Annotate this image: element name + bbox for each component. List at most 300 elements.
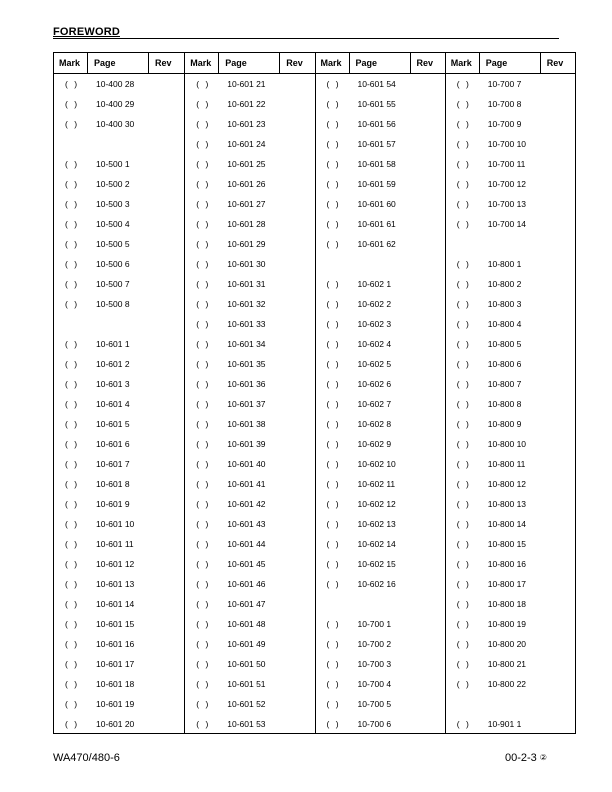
- mark-cell: ( ): [65, 299, 80, 309]
- mark-cell: ( ): [456, 319, 471, 329]
- page-cell: 10-500 7: [96, 279, 130, 289]
- page-cell: 10-601 28: [227, 219, 266, 229]
- page-cell: 10-601 27: [227, 199, 266, 209]
- table-row: [316, 394, 445, 414]
- table-row: [446, 694, 575, 714]
- mark-cell: ( ): [65, 479, 80, 489]
- page-cell: 10-601 62: [357, 239, 396, 249]
- page-cell: 10-601 52: [227, 699, 266, 709]
- page-cell: 10-800 19: [487, 619, 527, 629]
- table-row: [446, 374, 575, 394]
- page-cell: 10-700 12: [487, 179, 527, 189]
- table-row: [54, 74, 184, 94]
- page-cell: 10-901 1: [487, 719, 522, 729]
- table-row: [446, 394, 575, 414]
- mark-cell: ( ): [456, 679, 471, 689]
- mark-cell: ( ): [326, 499, 341, 509]
- page-cell: 10-800 20: [487, 639, 527, 649]
- page-cell: 10-602 4: [357, 339, 392, 349]
- table-row: [54, 714, 184, 734]
- table-row: [54, 334, 184, 354]
- page-cell: 10-800 14: [487, 519, 527, 529]
- page-cell: 10-601 35: [227, 359, 266, 369]
- table-row: [54, 414, 184, 434]
- table-row: [54, 494, 184, 514]
- table-row: [316, 314, 445, 334]
- page-cell: 10-601 17: [96, 659, 135, 669]
- table-row: [185, 394, 314, 414]
- page-cell: 10-800 5: [487, 339, 522, 349]
- page-cell: 10-601 61: [357, 219, 396, 229]
- table-row: [316, 174, 445, 194]
- page-cell: 10-500 3: [96, 199, 130, 209]
- page-cell: 10-800 16: [487, 559, 527, 569]
- table-row: [316, 654, 445, 674]
- page-cell: 10-700 1: [357, 619, 392, 629]
- table-row: [316, 454, 445, 474]
- table-row: [446, 254, 575, 274]
- page-cell: 10-601 11: [96, 539, 134, 549]
- table-row: [316, 274, 445, 294]
- page-cell: 10-601 53: [227, 719, 266, 729]
- page-cell: 10-601 6: [96, 439, 130, 449]
- mark-cell: ( ): [196, 679, 211, 689]
- table-row: [446, 674, 575, 694]
- mark-cell: ( ): [65, 699, 80, 709]
- table-row: [446, 274, 575, 294]
- mark-cell: ( ): [326, 639, 341, 649]
- page-cell: 10-500 8: [96, 299, 130, 309]
- table-row: [316, 194, 445, 214]
- mark-cell: ( ): [326, 379, 341, 389]
- page-cell: 10-601 38: [227, 419, 266, 429]
- mark-cell: ( ): [196, 219, 211, 229]
- table-row: [446, 234, 575, 254]
- table-row: [185, 94, 314, 114]
- page-cell: 10-601 26: [227, 179, 266, 189]
- mark-cell: ( ): [65, 259, 80, 269]
- page-cell: 10-601 59: [357, 179, 396, 189]
- mark-cell: ( ): [456, 79, 471, 89]
- page-cell: 10-800 9: [487, 419, 522, 429]
- table-header: [446, 53, 575, 74]
- mark-cell: ( ): [196, 79, 211, 89]
- table-row: [446, 614, 575, 634]
- page-cell: 10-800 3: [487, 299, 522, 309]
- table-row: [185, 274, 314, 294]
- mark-cell: ( ): [456, 99, 471, 109]
- table-row: [316, 94, 445, 114]
- table-row: [446, 214, 575, 234]
- page-cell: 10-800 7: [487, 379, 522, 389]
- table-row: [185, 154, 314, 174]
- header-page: Page: [88, 53, 149, 73]
- table-row: [185, 194, 314, 214]
- page-cell: 10-601 5: [96, 419, 130, 429]
- table-row: [446, 474, 575, 494]
- mark-cell: ( ): [196, 239, 211, 249]
- mark-cell: ( ): [326, 179, 341, 189]
- page-cell: 10-400 28: [96, 79, 135, 89]
- page-cell: 10-700 7: [487, 79, 522, 89]
- mark-cell: ( ): [456, 199, 471, 209]
- page-cell: 10-700 9: [487, 119, 522, 129]
- table-column-2: [184, 53, 314, 733]
- table-row: [54, 374, 184, 394]
- mark-cell: ( ): [456, 439, 471, 449]
- table-row: [446, 74, 575, 94]
- table-row: [54, 94, 184, 114]
- page-cell: 10-500 1: [96, 159, 130, 169]
- mark-cell: ( ): [65, 179, 80, 189]
- header-mark: Mark: [54, 53, 88, 73]
- mark-cell: ( ): [196, 639, 211, 649]
- table-row: [54, 194, 184, 214]
- mark-cell: ( ): [196, 399, 211, 409]
- table-row: [54, 354, 184, 374]
- table-row: [316, 594, 445, 614]
- page-cell: 10-601 3: [96, 379, 130, 389]
- table-row: [446, 434, 575, 454]
- mark-cell: ( ): [456, 279, 471, 289]
- page-cell: 10-800 22: [487, 679, 527, 689]
- table-row: [446, 414, 575, 434]
- mark-cell: ( ): [65, 199, 80, 209]
- page-cell: 10-602 15: [357, 559, 396, 569]
- mark-cell: ( ): [65, 99, 80, 109]
- page-cell: 10-601 2: [96, 359, 130, 369]
- mark-cell: ( ): [196, 599, 211, 609]
- page-cell: 10-700 2: [357, 639, 392, 649]
- header-rev: Rev: [416, 58, 434, 68]
- mark-cell: ( ): [456, 339, 471, 349]
- mark-cell: ( ): [326, 519, 341, 529]
- mark-cell: ( ): [65, 659, 80, 669]
- mark-cell: ( ): [456, 119, 471, 129]
- page-cell: 10-700 8: [487, 99, 522, 109]
- table-row: [185, 214, 314, 234]
- page-cell: 10-601 30: [227, 259, 266, 269]
- table-row: [185, 334, 314, 354]
- page-cell: 10-602 9: [357, 439, 392, 449]
- mark-cell: ( ): [196, 459, 211, 469]
- page-cell: 10-601 25: [227, 159, 266, 169]
- table-row: [54, 134, 184, 154]
- page-cell: 10-601 58: [357, 159, 396, 169]
- mark-cell: ( ): [196, 499, 211, 509]
- table-row: [316, 554, 445, 574]
- page-cell: 10-601 4: [96, 399, 130, 409]
- header-rev: Rev: [546, 58, 564, 68]
- mark-cell: ( ): [326, 119, 341, 129]
- page-cell: 10-601 8: [96, 479, 130, 489]
- table-row: [54, 594, 184, 614]
- table-row: [54, 234, 184, 254]
- table-row: [446, 454, 575, 474]
- table-row: [316, 474, 445, 494]
- mark-cell: ( ): [326, 339, 341, 349]
- mark-cell: ( ): [65, 439, 80, 449]
- mark-cell: ( ): [196, 139, 211, 149]
- mark-cell: ( ): [456, 139, 471, 149]
- mark-cell: ( ): [196, 619, 211, 629]
- mark-cell: ( ): [196, 699, 211, 709]
- mark-cell: ( ): [196, 439, 211, 449]
- mark-cell: ( ): [196, 339, 211, 349]
- mark-cell: ( ): [456, 379, 471, 389]
- mark-cell: ( ): [65, 379, 80, 389]
- mark-cell: ( ): [65, 639, 80, 649]
- table-header: [316, 53, 445, 74]
- mark-cell: ( ): [196, 419, 211, 429]
- table-row: [316, 694, 445, 714]
- mark-cell: ( ): [456, 619, 471, 629]
- page-cell: 10-800 17: [487, 579, 527, 589]
- table-row: [54, 114, 184, 134]
- table-row: [185, 294, 314, 314]
- page-cell: 10-601 36: [227, 379, 266, 389]
- table-row: [316, 634, 445, 654]
- table-row: [185, 114, 314, 134]
- mark-cell: ( ): [196, 539, 211, 549]
- page-cell: 10-800 13: [487, 499, 527, 509]
- mark-cell: ( ): [456, 299, 471, 309]
- table-row: [316, 214, 445, 234]
- table-row: [185, 514, 314, 534]
- table-row: [446, 294, 575, 314]
- table-row: [185, 254, 314, 274]
- mark-cell: ( ): [65, 459, 80, 469]
- table-row: [446, 114, 575, 134]
- table-column-3: [315, 53, 445, 733]
- mark-cell: ( ): [65, 539, 80, 549]
- mark-cell: ( ): [456, 259, 471, 269]
- mark-cell: ( ): [326, 79, 341, 89]
- page-cell: 10-601 47: [227, 599, 266, 609]
- table-column-1: [54, 53, 184, 733]
- mark-cell: ( ): [326, 719, 341, 729]
- table-row: [54, 454, 184, 474]
- table-row: [185, 534, 314, 554]
- page-cell: 10-601 33: [227, 319, 266, 329]
- mark-cell: ( ): [196, 159, 211, 169]
- page-cell: 10-800 18: [487, 599, 527, 609]
- page-cell: 10-500 5: [96, 239, 130, 249]
- page-cell: 10-602 8: [357, 419, 392, 429]
- table-row: [54, 574, 184, 594]
- table-row: [316, 434, 445, 454]
- table-row: [316, 114, 445, 134]
- table-row: [446, 174, 575, 194]
- mark-cell: ( ): [456, 479, 471, 489]
- table-row: [185, 694, 314, 714]
- mark-cell: ( ): [456, 719, 471, 729]
- mark-cell: ( ): [196, 99, 211, 109]
- table-row: [185, 434, 314, 454]
- header-mark: Mark: [316, 53, 350, 73]
- page-cell: 10-601 15: [96, 619, 135, 629]
- table-row: [446, 494, 575, 514]
- table-row: [316, 294, 445, 314]
- page-cell: 10-601 51: [227, 679, 266, 689]
- table-row: [185, 374, 314, 394]
- page-cell: 10-800 1: [487, 259, 522, 269]
- mark-cell: ( ): [326, 579, 341, 589]
- page-cell: 10-601 9: [96, 499, 130, 509]
- page-cell: 10-800 8: [487, 399, 522, 409]
- table-row: [185, 614, 314, 634]
- page-cell: 10-601 55: [357, 99, 396, 109]
- mark-cell: ( ): [196, 659, 211, 669]
- table-row: [446, 314, 575, 334]
- table-row: [54, 674, 184, 694]
- page-cell: 10-601 56: [357, 119, 396, 129]
- mark-cell: ( ): [326, 619, 341, 629]
- table-row: [316, 414, 445, 434]
- page-cell: 10-601 32: [227, 299, 266, 309]
- mark-cell: ( ): [456, 219, 471, 229]
- table-row: [54, 534, 184, 554]
- mark-cell: ( ): [326, 659, 341, 669]
- page-cell: 10-500 2: [96, 179, 130, 189]
- mark-cell: ( ): [196, 519, 211, 529]
- page-cell: 10-601 60: [357, 199, 396, 209]
- table-row: [316, 74, 445, 94]
- header-mark: Mark: [446, 53, 480, 73]
- table-row: [185, 574, 314, 594]
- table-row: [54, 294, 184, 314]
- mark-cell: ( ): [196, 119, 211, 129]
- mark-cell: ( ): [65, 719, 80, 729]
- page-number-block: [505, 752, 547, 764]
- page-cell: 10-700 13: [487, 199, 527, 209]
- page-cell: 10-602 6: [357, 379, 392, 389]
- page-number: 00-2-3: [505, 752, 537, 764]
- page-cell: 10-700 6: [357, 719, 392, 729]
- table-row: [54, 514, 184, 534]
- header-page: Page: [480, 53, 541, 73]
- page-cell: 10-601 42: [227, 499, 266, 509]
- table-row: [316, 674, 445, 694]
- table-row: [185, 654, 314, 674]
- mark-cell: ( ): [456, 659, 471, 669]
- mark-cell: ( ): [326, 419, 341, 429]
- table-row: [316, 574, 445, 594]
- header-rev: Rev: [155, 58, 172, 68]
- page-cell: 10-601 18: [96, 679, 135, 689]
- table-row: [446, 514, 575, 534]
- page-cell: 10-601 29: [227, 239, 266, 249]
- page-cell: 10-602 13: [357, 519, 396, 529]
- page-cell: 10-601 48: [227, 619, 266, 629]
- mark-cell: ( ): [326, 699, 341, 709]
- table-row: [316, 374, 445, 394]
- page-cell: 10-700 14: [487, 219, 527, 229]
- table-row: [54, 154, 184, 174]
- page-cell: 10-400 30: [96, 119, 135, 129]
- table-row: [185, 634, 314, 654]
- mark-cell: ( ): [65, 359, 80, 369]
- page-cell: 10-601 7: [96, 459, 130, 469]
- mark-cell: ( ): [326, 279, 341, 289]
- table-row: [185, 594, 314, 614]
- table-row: [185, 474, 314, 494]
- page-cell: 10-602 1: [357, 279, 392, 289]
- table-row: [316, 254, 445, 274]
- table-header: [185, 53, 314, 74]
- table-row: [446, 554, 575, 574]
- page-cell: 10-700 5: [357, 699, 392, 709]
- mark-cell: ( ): [326, 199, 341, 209]
- mark-cell: ( ): [65, 119, 80, 129]
- mark-cell: ( ): [456, 159, 471, 169]
- page-cell: 10-601 34: [227, 339, 266, 349]
- mark-cell: ( ): [196, 359, 211, 369]
- mark-cell: ( ): [65, 599, 80, 609]
- table-row: [316, 134, 445, 154]
- mark-cell: ( ): [196, 319, 211, 329]
- page-cell: 10-800 11: [487, 459, 526, 469]
- page-cell: 10-601 40: [227, 459, 266, 469]
- page-cell: 10-601 41: [227, 479, 266, 489]
- mark-cell: ( ): [326, 559, 341, 569]
- mark-cell: ( ): [456, 559, 471, 569]
- page-cell: 10-601 43: [227, 519, 266, 529]
- table-row: [185, 174, 314, 194]
- table-row: [316, 234, 445, 254]
- table-row: [54, 254, 184, 274]
- mark-cell: ( ): [65, 679, 80, 689]
- page-cell: 10-602 12: [357, 499, 396, 509]
- mark-cell: ( ): [326, 679, 341, 689]
- table-row: [54, 434, 184, 454]
- table-row: [185, 234, 314, 254]
- header-rev: Rev: [286, 58, 303, 68]
- page-cell: 10-601 57: [357, 139, 396, 149]
- mark-cell: ( ): [196, 379, 211, 389]
- mark-cell: ( ): [196, 719, 211, 729]
- page-cell: 10-400 29: [96, 99, 135, 109]
- table-row: [54, 554, 184, 574]
- mark-cell: ( ): [456, 419, 471, 429]
- page-cell: 10-700 3: [357, 659, 392, 669]
- model-number: WA470/480-6: [53, 752, 120, 764]
- mark-cell: ( ): [196, 299, 211, 309]
- page-cell: 10-602 14: [357, 539, 396, 549]
- mark-cell: ( ): [326, 99, 341, 109]
- table-row: [316, 614, 445, 634]
- table-row: [185, 314, 314, 334]
- page-cell: 10-601 50: [227, 659, 266, 669]
- page-cell: 10-602 16: [357, 579, 396, 589]
- mark-cell: ( ): [326, 139, 341, 149]
- page-cell: 10-601 23: [227, 119, 266, 129]
- table-row: [446, 714, 575, 734]
- table-row: [54, 474, 184, 494]
- mark-cell: ( ): [326, 359, 341, 369]
- mark-cell: ( ): [65, 619, 80, 629]
- table-row: [446, 134, 575, 154]
- mark-cell: ( ): [65, 419, 80, 429]
- mark-cell: ( ): [456, 579, 471, 589]
- page-cell: 10-800 2: [487, 279, 522, 289]
- table-row: [54, 394, 184, 414]
- table-row: [54, 694, 184, 714]
- page-cell: 10-601 13: [96, 579, 135, 589]
- mark-cell: ( ): [326, 319, 341, 329]
- mark-cell: ( ): [65, 399, 80, 409]
- mark-cell: ( ): [65, 339, 80, 349]
